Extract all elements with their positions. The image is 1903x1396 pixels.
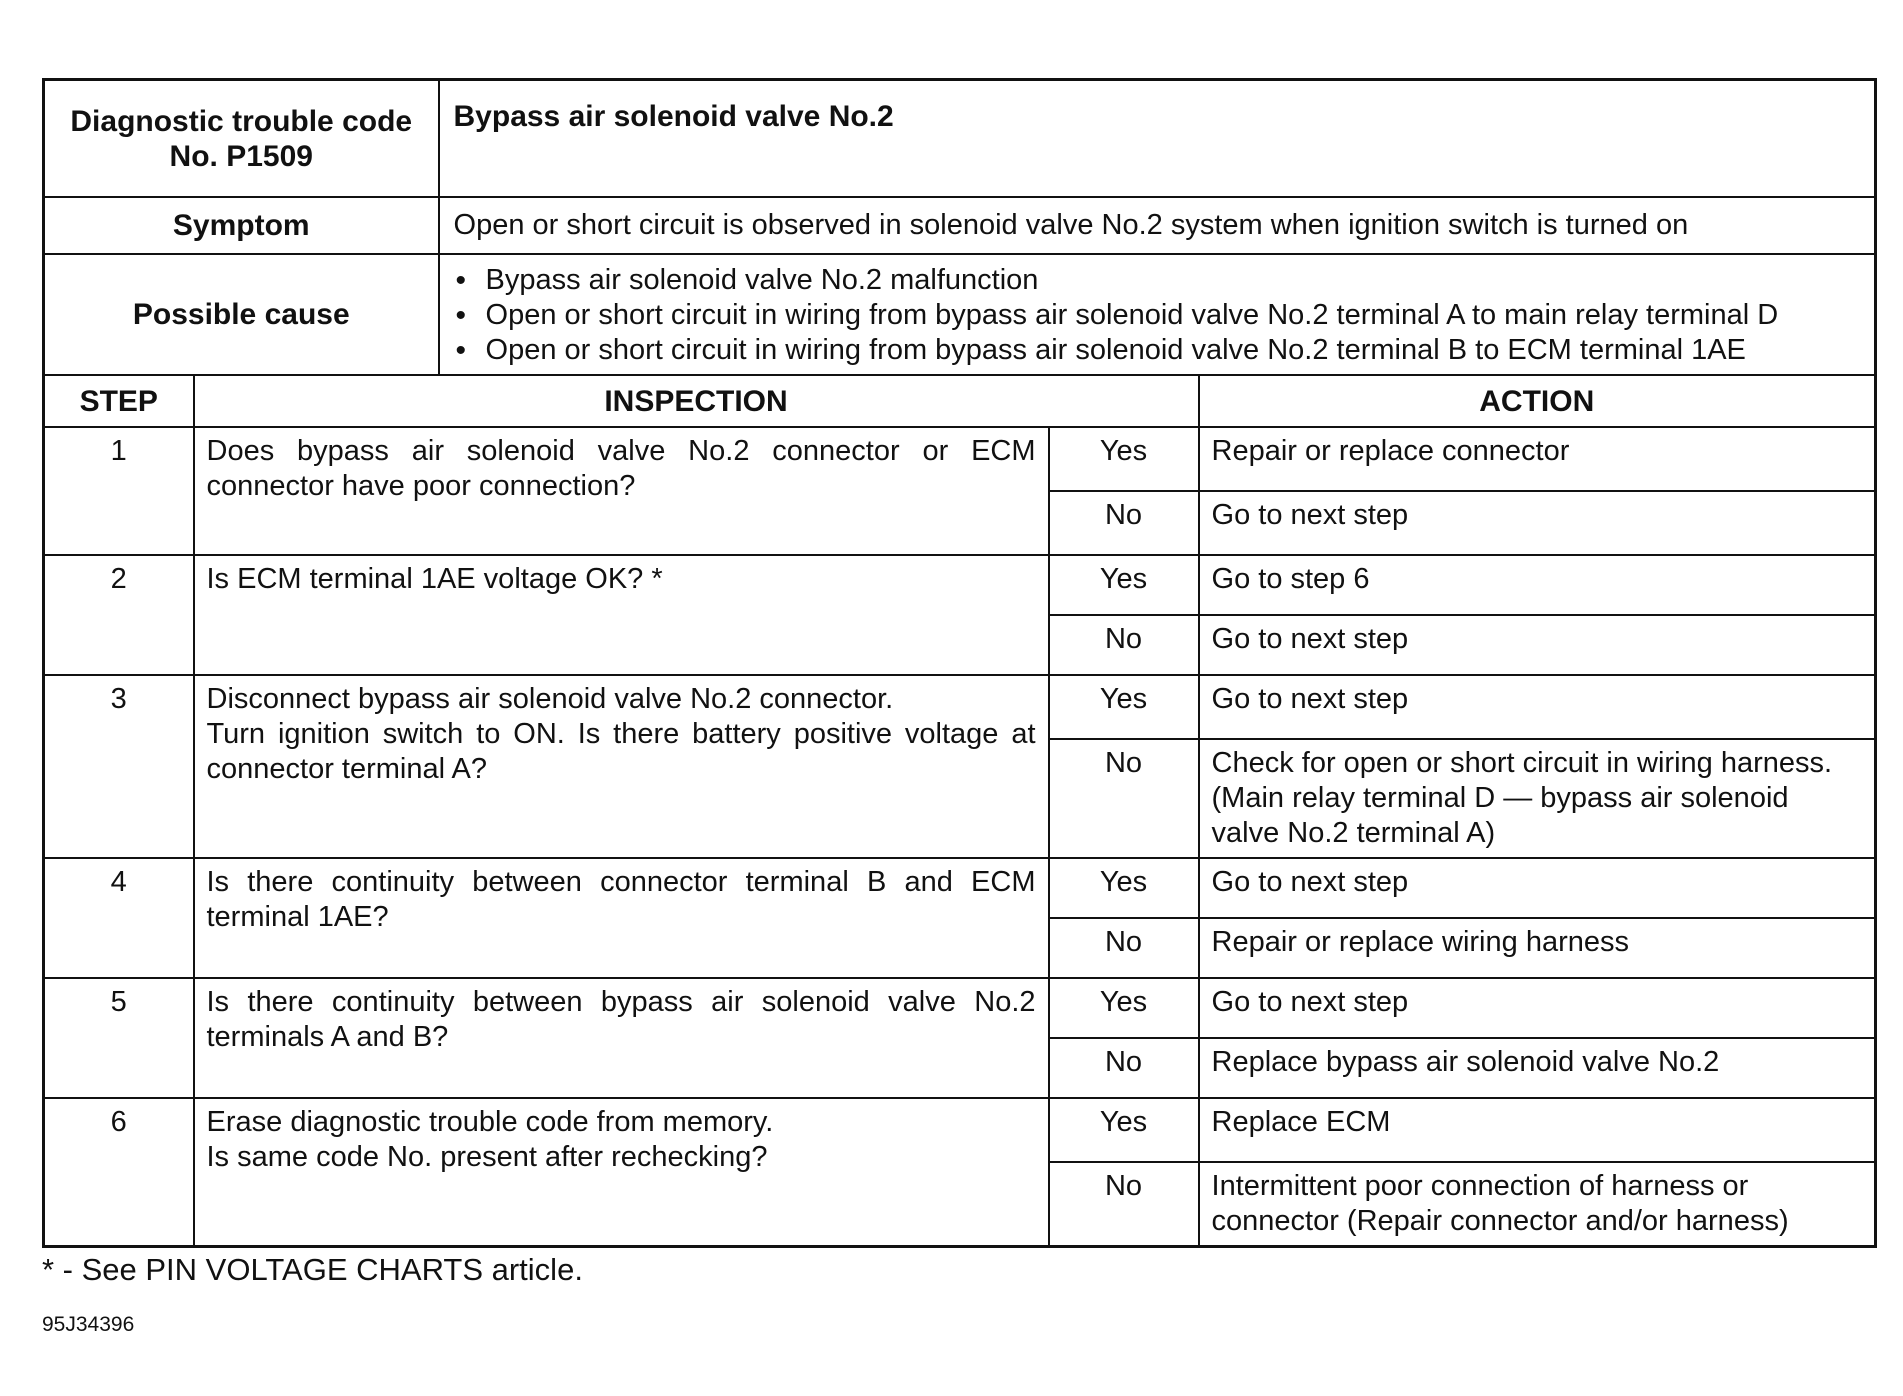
inspection-text	[194, 858, 1049, 978]
no-action: Check for open or short circuit in wiring harness. (Main relay terminal D — bypass air solenoid valve No.2 terminal A)	[1199, 739, 1876, 858]
inspection-line: Erase diagnostic trouble code from memory.	[206, 1106, 774, 1138]
cause-row	[44, 254, 1876, 375]
step-row	[44, 978, 1876, 1038]
inspection-column-header: INSPECTION	[194, 375, 1199, 427]
action-column-header: ACTION	[1199, 375, 1876, 427]
yes-action: Go to next step	[1199, 675, 1876, 739]
inspection-line: Is there continuity between connector terminal B and ECM terminal 1AE?	[206, 866, 1036, 933]
yes-label: Yes	[1049, 858, 1199, 918]
no-action: Go to next step	[1199, 491, 1876, 555]
symptom-row	[44, 197, 1876, 254]
step-row	[44, 675, 1876, 739]
no-action: Repair or replace wiring harness	[1199, 918, 1876, 978]
yes-label: Yes	[1049, 675, 1199, 739]
step-number: 1	[44, 427, 194, 555]
no-label: No	[1049, 1038, 1199, 1098]
code-title: Bypass air solenoid valve No.2	[439, 80, 1876, 198]
inspection-text	[194, 978, 1049, 1098]
inspection-line: Does bypass air solenoid valve No.2 connector or ECM connector have poor connection?	[206, 435, 1036, 502]
symptom-text: Open or short circuit is observed in solenoid valve No.2 system when ignition switch is turned on	[439, 197, 1876, 254]
inspection-text	[194, 427, 1049, 555]
step-number: 4	[44, 858, 194, 978]
yes-action: Go to step 6	[1199, 555, 1876, 615]
inspection-line: Is ECM terminal 1AE voltage OK? *	[206, 563, 663, 595]
diagnostic-table	[42, 78, 1877, 1248]
cause-list-cell	[439, 254, 1876, 375]
code-label: Diagnostic trouble code No. P1509	[44, 80, 439, 198]
inspection-line: Is same code No. present after rechecking?	[206, 1141, 768, 1173]
step-number: 5	[44, 978, 194, 1098]
yes-label: Yes	[1049, 555, 1199, 615]
no-action: Replace bypass air solenoid valve No.2	[1199, 1038, 1876, 1098]
column-header-row	[44, 375, 1876, 427]
inspection-line: Is there continuity between bypass air solenoid valve No.2 terminals A and B?	[206, 986, 1036, 1053]
yes-label: Yes	[1049, 978, 1199, 1038]
cause-item: • Open or short circuit in wiring from bypass air solenoid valve No.2 terminal B to ECM terminal 1AE	[486, 333, 1861, 368]
inspection-line: Turn ignition switch to ON. Is there battery positive voltage at connector terminal A?	[206, 718, 1036, 785]
step-number: 6	[44, 1098, 194, 1247]
step-number: 2	[44, 555, 194, 675]
step-number: 3	[44, 675, 194, 858]
footnote: * - See PIN VOLTAGE CHARTS article.	[42, 1252, 583, 1287]
step-row	[44, 1098, 1876, 1162]
no-action: Go to next step	[1199, 615, 1876, 675]
yes-action: Repair or replace connector	[1199, 427, 1876, 491]
cause-label: Possible cause	[44, 254, 439, 375]
no-label: No	[1049, 615, 1199, 675]
step-column-header: STEP	[44, 375, 194, 427]
yes-action: Replace ECM	[1199, 1098, 1876, 1162]
cause-item: • Open or short circuit in wiring from bypass air solenoid valve No.2 terminal A to main relay terminal D	[486, 298, 1861, 333]
symptom-label: Symptom	[44, 197, 439, 254]
code-row	[44, 80, 1876, 198]
figure-reference: 95J34396	[42, 1313, 135, 1336]
cause-list	[440, 255, 1875, 374]
diagnostic-sheet	[42, 78, 1874, 1248]
yes-action: Go to next step	[1199, 858, 1876, 918]
no-label: No	[1049, 1162, 1199, 1247]
step-row	[44, 427, 1876, 491]
no-label: No	[1049, 918, 1199, 978]
no-label: No	[1049, 491, 1199, 555]
yes-label: Yes	[1049, 427, 1199, 491]
step-row	[44, 858, 1876, 918]
no-label: No	[1049, 739, 1199, 858]
yes-label: Yes	[1049, 1098, 1199, 1162]
inspection-text	[194, 555, 1049, 675]
no-action: Intermittent poor connection of harness or connector (Repair connector and/or harness)	[1199, 1162, 1876, 1247]
inspection-line: Disconnect bypass air solenoid valve No.2 connector.	[206, 683, 894, 715]
inspection-text	[194, 675, 1049, 858]
cause-item: • Bypass air solenoid valve No.2 malfunction	[486, 263, 1861, 298]
step-row	[44, 555, 1876, 615]
yes-action: Go to next step	[1199, 978, 1876, 1038]
inspection-text	[194, 1098, 1049, 1247]
